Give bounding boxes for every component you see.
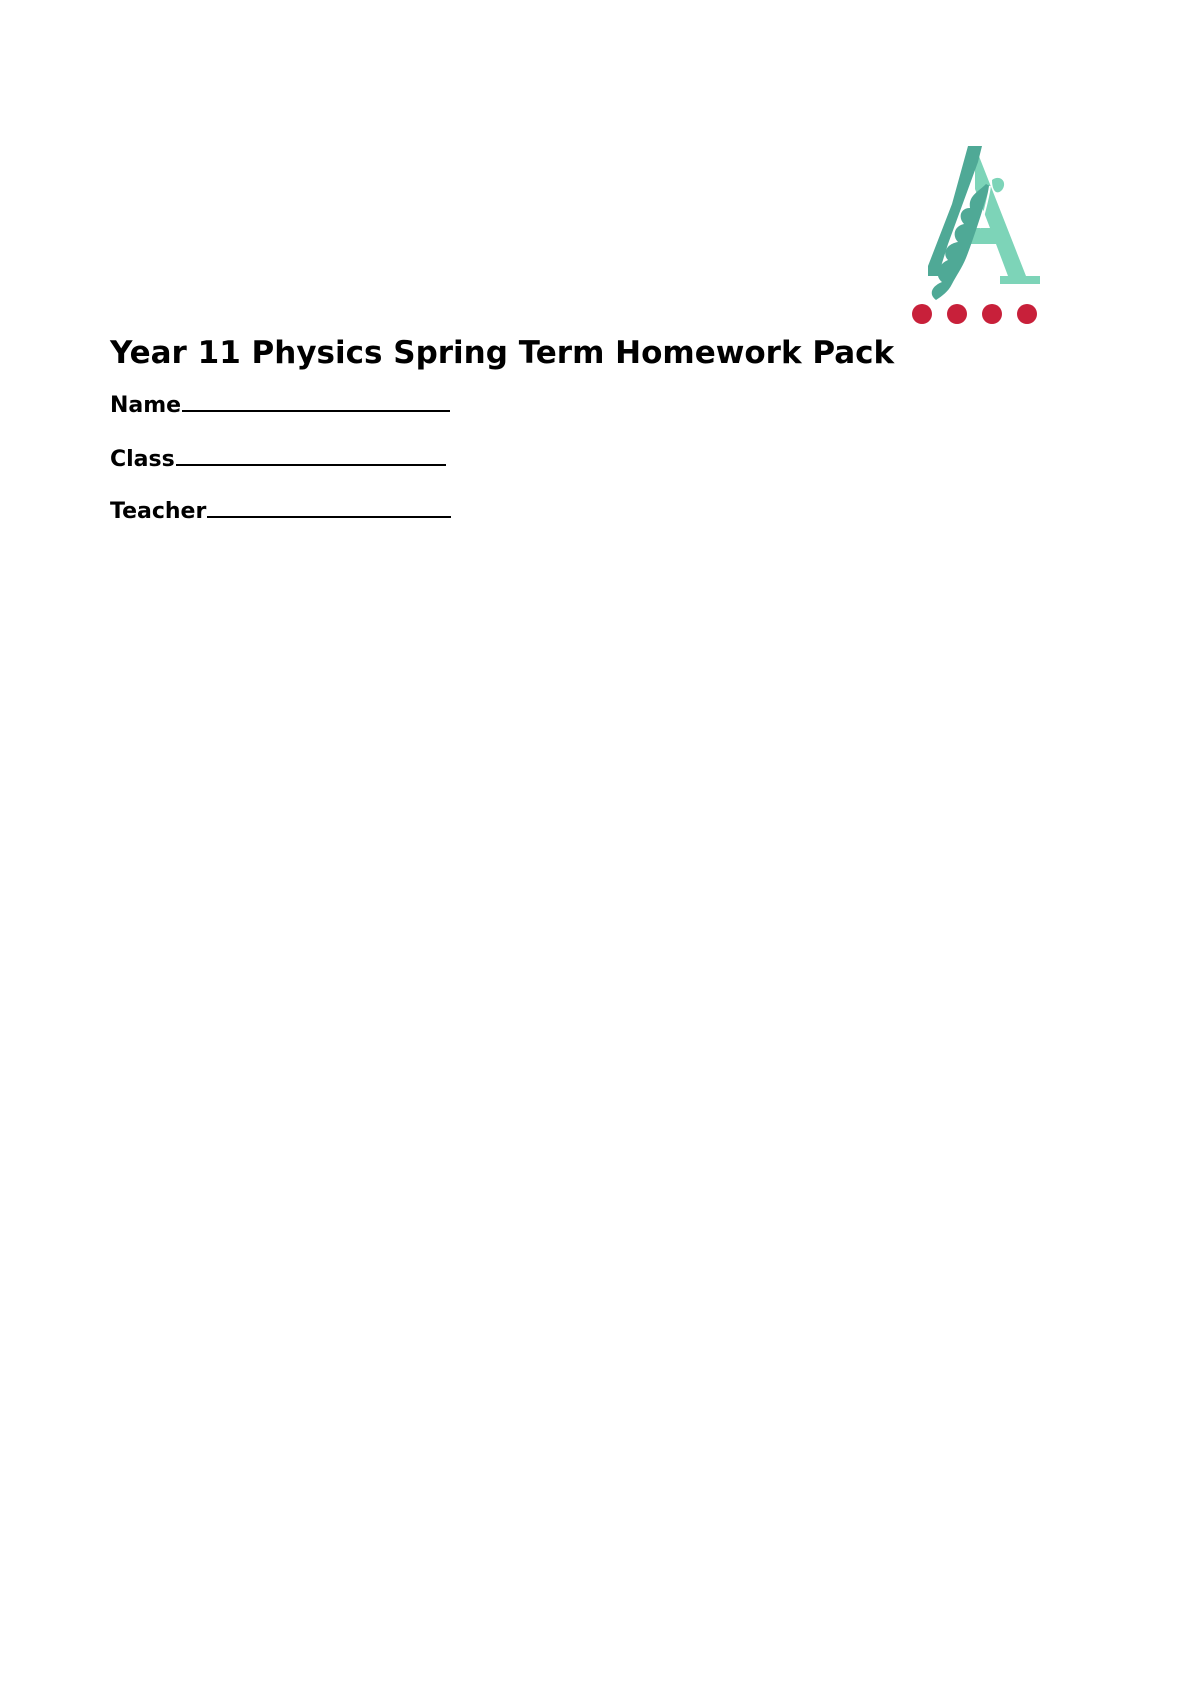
name-label: Name (110, 393, 182, 418)
teacher-label: Teacher (110, 499, 207, 524)
school-logo-icon (908, 144, 1043, 326)
page-title: Year 11 Physics Spring Term Homework Pack (110, 335, 895, 371)
class-field[interactable] (110, 445, 446, 475)
class-blank-line[interactable] (176, 446, 446, 466)
name-field[interactable] (110, 391, 450, 421)
logo-dot-4 (1017, 304, 1037, 324)
teacher-blank-line[interactable] (207, 498, 451, 518)
name-blank-line[interactable] (182, 392, 450, 412)
class-label: Class (110, 447, 175, 472)
logo-dot-3 (982, 304, 1002, 324)
logo-dot-2 (947, 304, 967, 324)
teacher-field[interactable] (110, 497, 451, 527)
logo-dot-1 (912, 304, 932, 324)
